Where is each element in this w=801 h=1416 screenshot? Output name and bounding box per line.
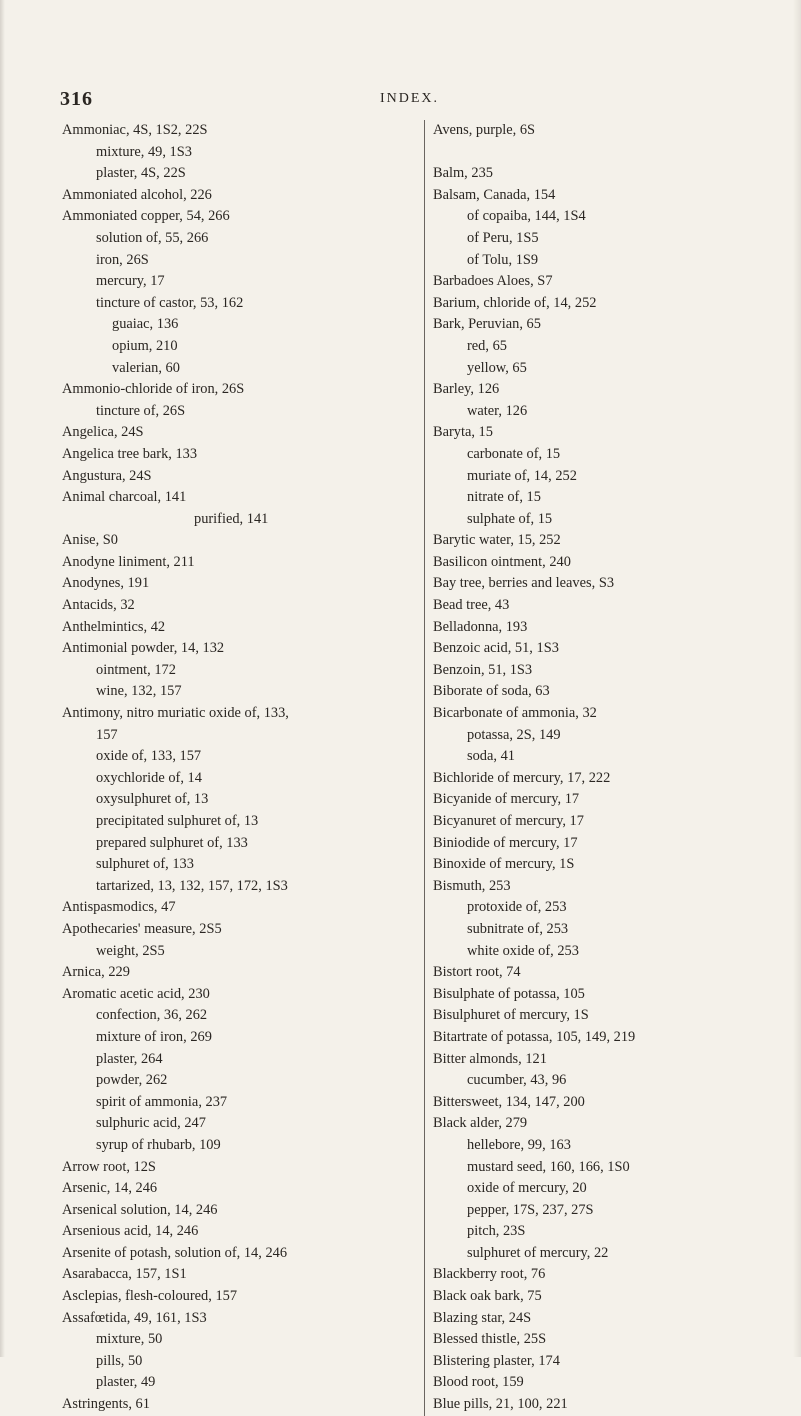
- index-entry: Bistort root, 74: [433, 964, 521, 981]
- index-entry: Angelica tree bark, 133: [62, 445, 198, 462]
- page-edge-shadow-left: [0, 0, 5, 1357]
- index-subentry: weight, 2S5: [96, 942, 165, 959]
- index-subentry: white oxide of, 253: [467, 942, 579, 959]
- index-entry: Barbadoes Aloes, S7: [433, 273, 553, 290]
- index-entry: Basilicon ointment, 240: [433, 553, 571, 570]
- index-subentry: plaster, 264: [96, 1050, 163, 1067]
- index-subentry: confection, 36, 262: [96, 1007, 208, 1024]
- index-subentry: subnitrate of, 253: [467, 920, 569, 937]
- index-subentry: purified, 141: [194, 510, 269, 527]
- index-entry: Bichloride of mercury, 17, 222: [433, 769, 611, 786]
- index-subentry: opium, 210: [112, 337, 178, 354]
- index-subentry: syrup of rhubarb, 109: [96, 1136, 221, 1153]
- index-subentry: sulphate of, 15: [467, 510, 553, 527]
- index-entry: Biniodide of mercury, 17: [433, 834, 578, 851]
- index-subentry: potassa, 2S, 149: [467, 726, 561, 743]
- index-subentry: carbonate of, 15: [467, 445, 561, 462]
- index-entry: Arnica, 229: [62, 964, 130, 981]
- index-subentry: tartarized, 13, 132, 157, 172, 1S3: [96, 877, 288, 894]
- index-subentry: oxysulphuret of, 13: [96, 791, 209, 808]
- index-entry: Bead tree, 43: [433, 597, 510, 614]
- index-subentry: sulphuret of mercury, 22: [467, 1244, 609, 1261]
- index-entry: Baryta, 15: [433, 424, 493, 441]
- index-subentry: pitch, 23S: [467, 1223, 526, 1240]
- index-subentry: nitrate of, 15: [467, 489, 541, 506]
- index-subentry: of Peru, 1S5: [467, 229, 539, 246]
- index-subentry: yellow, 65: [467, 359, 527, 376]
- index-entry: Antimony, nitro muriatic oxide of, 133,: [62, 705, 289, 722]
- index-entry: Arsenite of potash, solution of, 14, 246: [62, 1244, 288, 1261]
- index-subentry: protoxide of, 253: [467, 899, 567, 916]
- index-subentry: water, 126: [467, 402, 528, 419]
- index-subentry: mercury, 17: [96, 273, 165, 290]
- index-entry: [433, 142, 801, 164]
- index-subentry: oxide of mercury, 20: [467, 1180, 587, 1197]
- index-entry: Bisulphate of potassa, 105: [433, 985, 585, 1002]
- index-entry: Binoxide of mercury, 1S: [433, 856, 575, 873]
- index-entry: Arsenic, 14, 246: [62, 1180, 158, 1197]
- index-subentry: valerian, 60: [112, 359, 180, 376]
- index-entry: Blazing star, 24S: [433, 1309, 532, 1326]
- index-entry: Anthelmintics, 42: [62, 618, 166, 635]
- running-head: INDEX.: [380, 91, 440, 106]
- index-subentry: pepper, 17S, 237, 27S: [467, 1201, 594, 1218]
- index-subentry: sulphuret of, 133: [96, 856, 194, 873]
- index-entry: Arsenious acid, 14, 246: [62, 1223, 199, 1240]
- index-entry: Benzoic acid, 51, 1S3: [433, 640, 559, 657]
- index-entry: Balsam, Canada, 154: [433, 186, 556, 203]
- index-entry: Antacids, 32: [62, 597, 135, 614]
- index-subentry: pills, 50: [96, 1352, 143, 1369]
- index-entry: Black alder, 279: [433, 1115, 528, 1132]
- index-subentry: of copaiba, 144, 1S4: [467, 208, 586, 225]
- index-entry: Angustura, 24S: [62, 467, 152, 484]
- index-subentry: cucumber, 43, 96: [467, 1072, 567, 1089]
- index-entry: Arrow root, 12S: [62, 1158, 156, 1175]
- index-entry: Avens, purple, 6S: [433, 122, 536, 138]
- index-entry: Blessed thistle, 25S: [433, 1331, 547, 1348]
- index-entry: Barytic water, 15, 252: [433, 532, 561, 549]
- index-subentry: prepared sulphuret of, 133: [96, 834, 248, 851]
- index-entry: Balm, 235: [433, 165, 493, 182]
- index-entry: Anodynes, 191: [62, 575, 150, 592]
- index-entry: Barley, 126: [433, 381, 500, 398]
- index-entry: Blistering plaster, 174: [433, 1352, 560, 1369]
- index-subentry: wine, 132, 157: [96, 683, 182, 700]
- index-entry: Animal charcoal, 141: [62, 489, 187, 506]
- index-entry: Antimonial powder, 14, 132: [62, 640, 225, 657]
- index-entry: Asclepias, flesh-coloured, 157: [62, 1288, 238, 1305]
- index-entry: Ammonio-chloride of iron, 26S: [62, 381, 245, 398]
- index-entry: Ammoniated alcohol, 226: [62, 186, 212, 203]
- index-entry: Anodyne liniment, 211: [62, 553, 195, 570]
- index-entry: Bicyanuret of mercury, 17: [433, 813, 584, 829]
- index-entry: Aromatic acetic acid, 230: [62, 985, 210, 1002]
- index-column-left: [62, 120, 417, 1416]
- index-subentry: ointment, 172: [96, 661, 176, 678]
- index-subentry: guaiac, 136: [112, 316, 179, 333]
- index-entry: Black oak bark, 75: [433, 1288, 542, 1305]
- index-entry: Assafœtida, 49, 161, 1S3: [62, 1309, 207, 1326]
- index-entry: Ammoniac, 4S, 1S2, 22S: [62, 122, 208, 138]
- index-subentry: 157: [96, 726, 118, 743]
- index-subentry: muriate of, 14, 252: [467, 467, 577, 484]
- index-entry: Bitartrate of potassa, 105, 149, 219: [433, 1028, 636, 1045]
- page-header: [60, 88, 760, 112]
- index-entry: Angelica, 24S: [62, 424, 144, 441]
- index-column-right: [424, 120, 801, 1416]
- index-subentry: mustard seed, 160, 166, 1S0: [467, 1158, 630, 1175]
- index-subentry: plaster, 4S, 22S: [96, 165, 186, 182]
- index-subentry: soda, 41: [467, 748, 515, 765]
- index-entry: Anise, S0: [62, 532, 118, 549]
- index-subentry: oxychloride of, 14: [96, 769, 202, 786]
- index-entry: Apothecaries' measure, 2S5: [62, 920, 222, 937]
- index-entry: Astringents, 61: [62, 1396, 150, 1413]
- index-entry: Belladonna, 193: [433, 618, 528, 635]
- index-subentry: iron, 26S: [96, 251, 149, 268]
- index-subentry: hellebore, 99, 163: [467, 1136, 571, 1153]
- index-entry: Bitter almonds, 121: [433, 1050, 547, 1067]
- index-entry: Biborate of soda, 63: [433, 683, 550, 700]
- index-subentry: oxide of, 133, 157: [96, 748, 202, 765]
- index-entry: Bay tree, berries and leaves, S3: [433, 575, 615, 592]
- index-subentry: powder, 262: [96, 1072, 168, 1089]
- index-entry: Barium, chloride of, 14, 252: [433, 294, 597, 311]
- index-subentry: precipitated sulphuret of, 13: [96, 813, 259, 829]
- index-subentry: sulphuric acid, 247: [96, 1115, 206, 1132]
- index-entry: Benzoin, 51, 1S3: [433, 661, 533, 678]
- index-subentry: spirit of ammonia, 237: [96, 1093, 228, 1110]
- index-entry: Blackberry root, 76: [433, 1266, 546, 1283]
- index-entry: Blood root, 159: [433, 1374, 524, 1391]
- index-entry: Bismuth, 253: [433, 877, 511, 894]
- index-entry: Bicyanide of mercury, 17: [433, 791, 580, 808]
- index-entry: Arsenical solution, 14, 246: [62, 1201, 218, 1218]
- index-entry: Bark, Peruvian, 65: [433, 316, 541, 333]
- index-subentry: tincture of, 26S: [96, 402, 186, 419]
- index-entry: Bisulphuret of mercury, 1S: [433, 1007, 589, 1024]
- index-subentry: mixture, 50: [96, 1331, 163, 1348]
- index-subentry: mixture of iron, 269: [96, 1028, 212, 1045]
- index-subentry: of Tolu, 1S9: [467, 251, 539, 268]
- index-entry: Antispasmodics, 47: [62, 899, 176, 916]
- index-subentry: tincture of castor, 53, 162: [96, 294, 244, 311]
- index-subentry: plaster, 49: [96, 1374, 156, 1391]
- index-entry: Blue pills, 21, 100, 221: [433, 1396, 568, 1413]
- index-entry: Bicarbonate of ammonia, 32: [433, 705, 597, 722]
- index-entry: Ammoniated copper, 54, 266: [62, 208, 230, 225]
- index-subentry: mixture, 49, 1S3: [96, 143, 192, 160]
- index-entry: Bittersweet, 134, 147, 200: [433, 1093, 585, 1110]
- index-entry: Asarabacca, 157, 1S1: [62, 1266, 187, 1283]
- index-subentry: solution of, 55, 266: [96, 229, 209, 246]
- index-subentry: red, 65: [467, 337, 507, 354]
- page-number: 316: [60, 88, 93, 110]
